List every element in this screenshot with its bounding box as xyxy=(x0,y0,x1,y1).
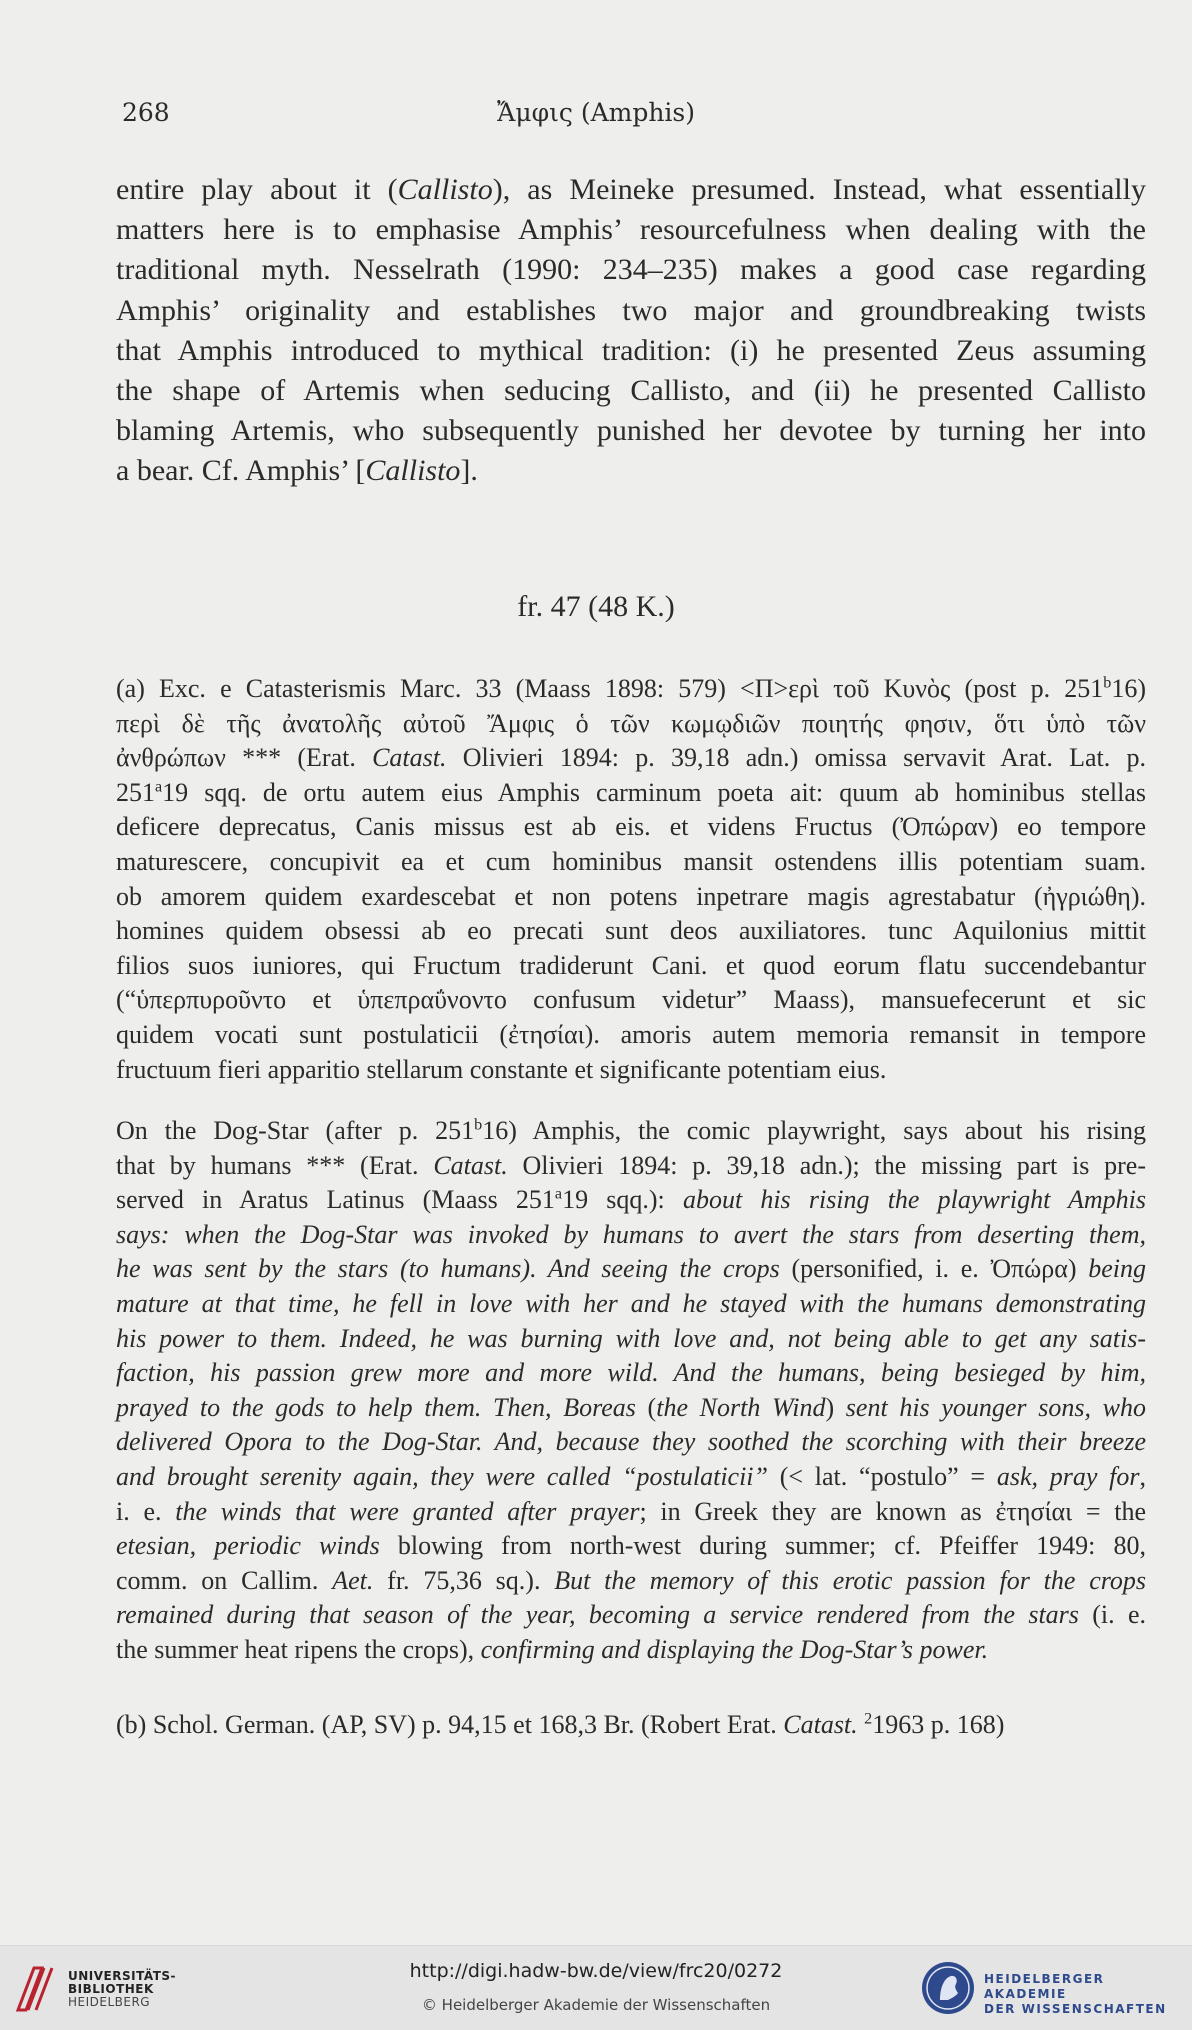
text-line: On the Dog-Star (after p. 251$^b$16) Amphis, the comic playwright, says about his rising xyxy=(116,1116,1147,1145)
testimonium-a xyxy=(116,672,1146,1087)
text-line: quidem vocati sunt postulaticii (ἐτησίαι). amoris autem memoria remansit in tempore xyxy=(116,1019,1146,1049)
text-line: faction, his passion grew more and more wild. And the humans, being besieged by him, xyxy=(116,1358,1146,1388)
text-line: ob amorem quidem exardescebat et non potens inpetrare magis agrestabatur (ἠγριώθη). xyxy=(116,881,1146,911)
permalink-url[interactable]: http://digi.hadw-bw.de/view/frc20/0272 xyxy=(409,1960,783,1982)
text-line: that by humans *** (Erat. Catast. Olivieri 1894: p. 39,18 adn.); the missing part is pre- xyxy=(116,1150,1146,1180)
text-line: matters here is to emphasise Amphis’ resourcefulness when dealing with the xyxy=(116,213,1146,247)
text-line: the summer heat ripens the crops), confirming and displaying the Dog-Star’s power. xyxy=(116,1634,989,1664)
academy-name: HEIDELBERGER AKADEMIE DER WISSENSCHAFTEN xyxy=(984,1972,1167,2016)
text-line: says: when the Dog-Star was invoked by humans to avert the stars from deserting them, xyxy=(116,1219,1146,1249)
testimonium-b xyxy=(116,1708,1146,1743)
text-line: that Amphis introduced to mythical tradition: (i) he presented Zeus assuming xyxy=(116,333,1146,367)
text-line: i. e. the winds that were granted after prayer; in Greek they are known as ἐτησίαι = the xyxy=(116,1496,1147,1526)
text-line: delivered Opora to the Dog-Star. And, because they soothed the scorching with their breeze xyxy=(116,1427,1146,1457)
text-line: traditional myth. Nesselrath (1990: 234–235) makes a good case regarding xyxy=(116,253,1146,287)
academy-seal-icon xyxy=(920,1960,976,2016)
text-line: a bear. Cf. Amphis’ [Callisto]. xyxy=(116,454,478,488)
text-line: served in Aratus Latinus (Maass 251$^a$19 sqq.): about his rising the playwright Amphis xyxy=(116,1185,1147,1215)
text-line: homines quidem obsessi ab eo precati sunt deos auxiliatores. tunc Aquilonius mittit xyxy=(116,916,1146,946)
text-line: περὶ δὲ τῆς ἀνατολῆς αὐτοῦ Ἄμφις ὁ τῶν κωμῳδιῶν ποιητής φησιν, ὅτι ὑπὸ τῶν xyxy=(116,708,1146,738)
translation-a xyxy=(116,1114,1146,1668)
text-line: filios suos iuniores, qui Fructum tradiderunt Cani. et quod eorum flatu succendebantur xyxy=(116,950,1146,980)
text-line: Amphis’ originality and establishes two major and groundbreaking twists xyxy=(116,293,1146,327)
text-line: 251$^a$19 sqq. de ortu autem eius Amphis carminum poeta ait: quum ab hominibus stellas xyxy=(116,777,1146,807)
text-line: comm. on Callim. Aet. fr. 75,36 sq.). But the memory of this erotic passion for the crops xyxy=(116,1565,1147,1595)
university-library-name: UNIVERSITÄTS- BIBLIOTHEK HEIDELBERG xyxy=(68,1969,177,2009)
commentary-paragraph xyxy=(116,170,1146,492)
text-line: remained during that season of the year, becoming a service rendered from the stars (i. e. xyxy=(116,1600,1147,1630)
text-line: (“ὑπερπυροῦντο et ὑπεπραΰνοντο confusum videtur” Maass), mansuefecerunt et sic xyxy=(116,985,1146,1015)
fragment-heading: fr. 47 (48 K.) xyxy=(517,590,675,623)
text-line: prayed to the gods to help them. Then, Boreas (the North Wind) sent his younger sons, who xyxy=(116,1392,1146,1422)
digitization-footer xyxy=(0,1945,1192,2030)
page-number: 268 xyxy=(122,98,170,127)
text-line: (a) Exc. e Catasterismis Marc. 33 (Maass 1898: 579) <Π>ερὶ τοῦ Κυνὸς (post p. 251$^b$16) xyxy=(116,674,1146,703)
text-line: his power to them. Indeed, he was burning with love and, not being able to get any satis- xyxy=(116,1323,1146,1353)
text-line: maturescere, concupivit ea et cum hominibus mansit ostendens illis potentiam suam. xyxy=(116,846,1146,876)
text-line: etesian, periodic winds blowing from north-west during summer; cf. Pfeiffer 1949: 80, xyxy=(116,1531,1146,1561)
running-head: Ἄμφις (Amphis) xyxy=(496,98,696,127)
text-line: fructuum fieri apparitio stellarum constante et significante potentiam eius. xyxy=(116,1054,887,1084)
text-line: and brought serenity again, they were called “postulaticii” (< lat. “postulo” = ask, pray for, xyxy=(116,1461,1146,1491)
text-line: blaming Artemis, who subsequently punished her devotee by turning her into xyxy=(116,414,1146,448)
text-line: entire play about it (Callisto), as Meineke presumed. Instead, what essentially xyxy=(116,173,1146,206)
text-line: (b) Schol. German. (AP, SV) p. 94,15 et 168,3 Br. (Robert Erat. Catast. $^2$1963 p. 168) xyxy=(116,1710,1005,1739)
text-line: ἀνθρώπων *** (Erat. Catast. Olivieri 1894: p. 39,18 adn.) omissa servavit Arat. Lat. p. xyxy=(116,743,1146,773)
copyright-notice: © Heidelberger Akademie der Wissenschaften xyxy=(421,1996,771,2014)
text-line: he was sent by the stars (to humans). And seeing the crops (personified, i. e. Ὀπώρα) being xyxy=(116,1254,1146,1284)
text-line: mature at that time, he fell in love with her and he stayed with the humans demonstrating xyxy=(116,1288,1146,1318)
text-line: the shape of Artemis when seducing Callisto, and (ii) he presented Callisto xyxy=(116,374,1146,408)
text-line: deficere deprecatus, Canis missus est ab eis. et videns Fructus (Ὀπώραν) eo tempore xyxy=(116,812,1146,842)
